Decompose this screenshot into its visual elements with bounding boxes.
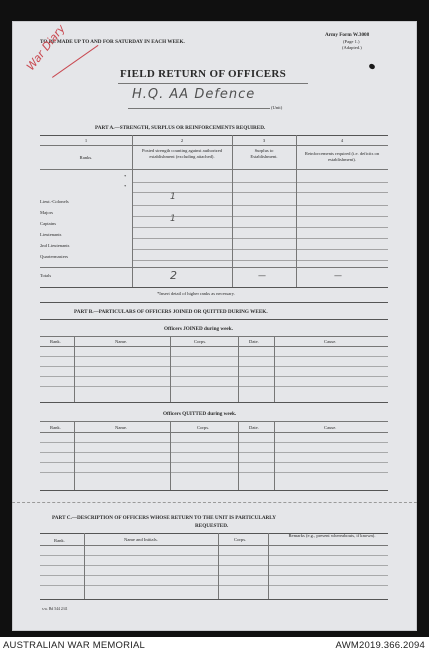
part-a-top-rule [40, 135, 388, 136]
joined-divider [238, 336, 239, 402]
quitted-title-rule [40, 421, 388, 422]
part-a-header-rule [40, 169, 388, 170]
part-c-col-remarks: Remarks (e.g., present whereabouts, if known). [288, 533, 376, 538]
joined-row-rule [40, 356, 388, 357]
part-c-heading-line2: REQUESTED. [195, 523, 229, 529]
star-mark: * [124, 184, 127, 189]
part-c-row-rule [40, 555, 388, 556]
fold-line [12, 502, 417, 503]
totals-reinforcements: — [334, 271, 342, 280]
row-rule [132, 238, 388, 239]
part-c-col-name: Name and Initials. [124, 537, 158, 542]
footer-institution: AUSTRALIAN WAR MEMORIAL [3, 640, 146, 651]
joined-title: Officers JOINED during week. [164, 326, 233, 332]
col-number-1: 1 [84, 138, 88, 143]
footer-accession-number: AWM2019.366.2094 [335, 640, 425, 651]
joined-col-date: Date. [249, 339, 259, 344]
row-rule [132, 216, 388, 217]
part-c-bottom-rule [40, 599, 388, 600]
posted-majors: 1 [170, 214, 176, 224]
joined-col-name: Name. [115, 339, 128, 344]
joined-col-rank: Rank. [50, 339, 61, 344]
joined-row-rule [40, 376, 388, 377]
part-c-row-rule [40, 575, 388, 576]
rank-label: Majors [40, 210, 54, 215]
quitted-divider [238, 421, 239, 490]
unit-underline [128, 108, 270, 109]
quitted-col-rank: Rank. [50, 425, 61, 430]
joined-divider [170, 336, 171, 402]
quitted-col-date: Date. [249, 425, 259, 430]
totals-top-rule [40, 267, 388, 268]
part-b-top-rule [40, 319, 388, 320]
row-rule [132, 182, 388, 183]
totals-surplus: — [258, 271, 266, 280]
part-c-header-rule [40, 545, 388, 546]
section-rule [40, 302, 388, 303]
form-title: FIELD RETURN OF OFFICERS [120, 68, 287, 80]
quitted-row-rule [40, 452, 388, 453]
adapted-note: (Adapted.) [342, 45, 362, 50]
form-sheet [12, 21, 417, 631]
quitted-divider [274, 421, 275, 490]
part-a-bottom-rule [40, 287, 388, 288]
part-c-col-corps: Corps. [234, 537, 247, 542]
ink-mark [368, 63, 376, 70]
reinforcements-header: Reinforcements required (i.e. deficits on establishment). [304, 151, 380, 162]
part-c-divider [84, 533, 85, 599]
joined-divider [74, 336, 75, 402]
archive-footer [0, 637, 429, 653]
rank-label: Lieutenants [40, 232, 62, 237]
part-c-row-rule [40, 585, 388, 586]
quitted-row-rule [40, 462, 388, 463]
col-number-2: 2 [180, 138, 184, 143]
row-rule [132, 227, 388, 228]
part-a-divider [232, 135, 233, 287]
form-number: Army Form W.3008 [325, 32, 370, 38]
instruction-text: TO BE MADE UP TO AND FOR SATURDAY IN EACH WEEK. [40, 39, 185, 45]
quitted-divider [74, 421, 75, 490]
part-c-divider [218, 533, 219, 599]
print-code: s.w. Bd 544 2/41 [42, 607, 68, 611]
title-underline [118, 83, 308, 84]
unit-handwritten: H.Q. AA Defence [132, 87, 256, 102]
joined-col-corps: Corps. [194, 339, 207, 344]
rank-label: Lieut.-Colonels [40, 199, 69, 204]
part-a-heading: PART A.—STRENGTH, SURPLUS OR REINFORCEMENTS REQUIRED. [95, 125, 266, 131]
rank-label: 2nd Lieutenants [40, 243, 70, 248]
star-mark: * [124, 174, 127, 179]
joined-row-rule [40, 386, 388, 387]
quitted-header-rule [40, 432, 388, 433]
quitted-col-cause: Cause. [324, 425, 337, 430]
row-rule [132, 260, 388, 261]
col-number-4: 4 [340, 138, 344, 143]
quitted-col-corps: Corps. [197, 425, 210, 430]
quitted-row-rule [40, 442, 388, 443]
joined-header-rule [40, 346, 388, 347]
ranks-header: Ranks. [79, 155, 93, 160]
part-c-divider [268, 533, 269, 599]
totals-posted: 2 [170, 269, 177, 282]
war-diary-stamp: War Diary [24, 22, 68, 74]
row-rule [132, 205, 388, 206]
part-c-col-rank: Rank. [54, 538, 65, 543]
joined-col-cause: Cause. [324, 339, 337, 344]
posted-strength-header: Posted strength counting against authorized establishment (excluding attached). [141, 148, 223, 159]
quitted-col-name: Name. [115, 425, 128, 430]
totals-label: Totals [40, 273, 52, 278]
part-c-row-rule [40, 565, 388, 566]
quitted-bottom-rule [40, 490, 388, 491]
row-rule [132, 249, 388, 250]
quitted-divider [170, 421, 171, 490]
stamp-stroke [52, 45, 98, 78]
joined-bottom-rule [40, 402, 388, 403]
quitted-title: Officers QUITTED during week. [163, 411, 237, 417]
part-a-divider [296, 135, 297, 287]
rank-label: Captains [40, 221, 57, 226]
rank-label: Quartermasters [40, 254, 69, 259]
quitted-row-rule [40, 472, 388, 473]
col-number-3: 3 [262, 138, 266, 143]
unit-label: (Unit) [271, 105, 283, 110]
posted-lieut-colonels: 1 [170, 192, 176, 202]
part-a-number-rule [40, 145, 388, 146]
part-a-divider [132, 135, 133, 287]
page-number: (Page 1.) [343, 39, 360, 44]
footnote: *Insert detail of higher ranks as necessary. [157, 291, 235, 296]
joined-title-rule [40, 336, 388, 337]
joined-row-rule [40, 366, 388, 367]
surplus-header: Surplus to Establishment. [250, 148, 278, 159]
part-b-heading: PART B.—PARTICULARS OF OFFICERS JOINED OR QUITTED DURING WEEK. [74, 309, 268, 315]
part-c-heading-line1: PART C.—DESCRIPTION OF OFFICERS WHOSE RETURN TO THE UNIT IS PARTICULARLY [52, 515, 277, 521]
joined-divider [274, 336, 275, 402]
